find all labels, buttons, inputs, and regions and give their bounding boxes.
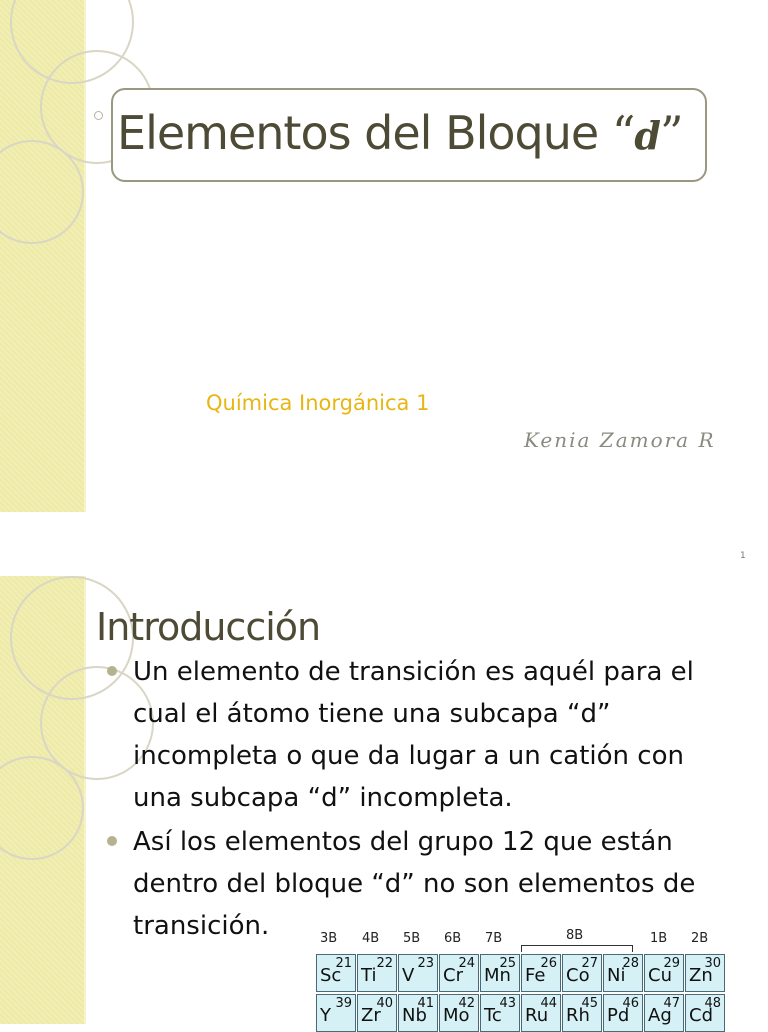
element-symbol: Mn [484,965,511,986]
element-cell [521,994,561,1032]
element-cell [357,994,397,1032]
element-cell [480,954,520,992]
element-symbol: Ru [525,1005,549,1026]
periodic-table-fragment [316,928,726,1024]
element-symbol: Cu [648,965,672,986]
element-cell [685,954,725,992]
atomic-number: 21 [335,956,352,971]
title-open-quote: “ [611,106,635,160]
group-label: 1B [650,931,668,946]
title-main: Elementos del Bloque [117,106,612,160]
title-close-quote: ” [659,106,683,160]
atomic-number: 45 [581,996,598,1011]
element-cell [685,994,725,1032]
element-symbol: Zr [361,1005,381,1026]
element-symbol: Cr [443,965,463,986]
atomic-number: 26 [540,956,557,971]
group-labels [316,928,726,950]
element-cell [603,994,643,1032]
element-symbol: Co [566,965,590,986]
atomic-number: 47 [663,996,680,1011]
bullet-text: Así los elementos del grupo 12 que están dentro del bloque “d” no son elementos de transición. [133,827,696,941]
atomic-number: 46 [622,996,639,1011]
atomic-number: 28 [622,956,639,971]
element-symbol: Fe [525,965,546,986]
slide-1 [0,0,768,512]
atomic-number: 30 [704,956,721,971]
group-8b-bracket [521,945,633,952]
element-cell [316,954,356,992]
atomic-number: 29 [663,956,680,971]
atomic-number: 24 [458,956,475,971]
element-cell [316,994,356,1032]
group-label: 4B [362,931,380,946]
element-cell [398,954,438,992]
element-cell [480,994,520,1032]
author-name: Kenia Zamora R [524,428,716,452]
element-symbol: Rh [566,1005,590,1026]
group-label: 5B [403,931,421,946]
group-label: 3B [320,931,338,946]
atomic-number: 25 [499,956,516,971]
group-label: 6B [444,931,462,946]
element-symbol: Ni [607,965,626,986]
element-symbol: Zn [689,965,713,986]
element-cell [439,994,479,1032]
element-cell [562,994,602,1032]
section-heading: Introducción [96,605,321,649]
atomic-number: 43 [499,996,516,1011]
element-symbol: Ag [648,1005,672,1026]
group-label: 2B [691,931,709,946]
subtitle: Química Inorgánica 1 [206,391,430,415]
atomic-number: 27 [581,956,598,971]
page-number: 1 [740,551,746,561]
element-symbol: Nb [402,1005,427,1026]
element-symbol: Ti [361,965,377,986]
element-symbol: Y [320,1005,331,1026]
element-symbol: Cd [689,1005,713,1026]
slide-gap [0,512,768,576]
atomic-number: 40 [376,996,393,1011]
atomic-number: 41 [417,996,434,1011]
element-cell [562,954,602,992]
group-label: 8B [566,928,584,943]
element-cell [644,994,684,1032]
bullet-text: Un elemento de transición es aquél para el cual el átomo tiene una subcapa “d” incompleta o que da lugar a un catión con una subcapa “d” incompleta. [133,657,694,813]
element-symbol: Pd [607,1005,630,1026]
element-cell [439,954,479,992]
element-cell [398,994,438,1032]
atomic-number: 42 [458,996,475,1011]
atomic-number: 22 [376,956,393,971]
element-cell [357,954,397,992]
bullet-dot-icon [107,836,117,846]
element-cell [521,954,561,992]
slide-title [117,106,682,160]
bullet-dot-icon [107,666,117,676]
element-cell [603,954,643,992]
element-symbol: Tc [484,1005,502,1026]
element-symbol: V [402,965,415,986]
element-cell [644,954,684,992]
atomic-number: 48 [704,996,721,1011]
title-d: d [634,113,660,158]
element-symbol: Sc [320,965,342,986]
atomic-number: 44 [540,996,557,1011]
atomic-number: 39 [335,996,352,1011]
atomic-number: 23 [417,956,434,971]
title-bullet-icon [94,111,103,120]
group-label: 7B [485,931,503,946]
element-symbol: Mo [443,1005,470,1026]
